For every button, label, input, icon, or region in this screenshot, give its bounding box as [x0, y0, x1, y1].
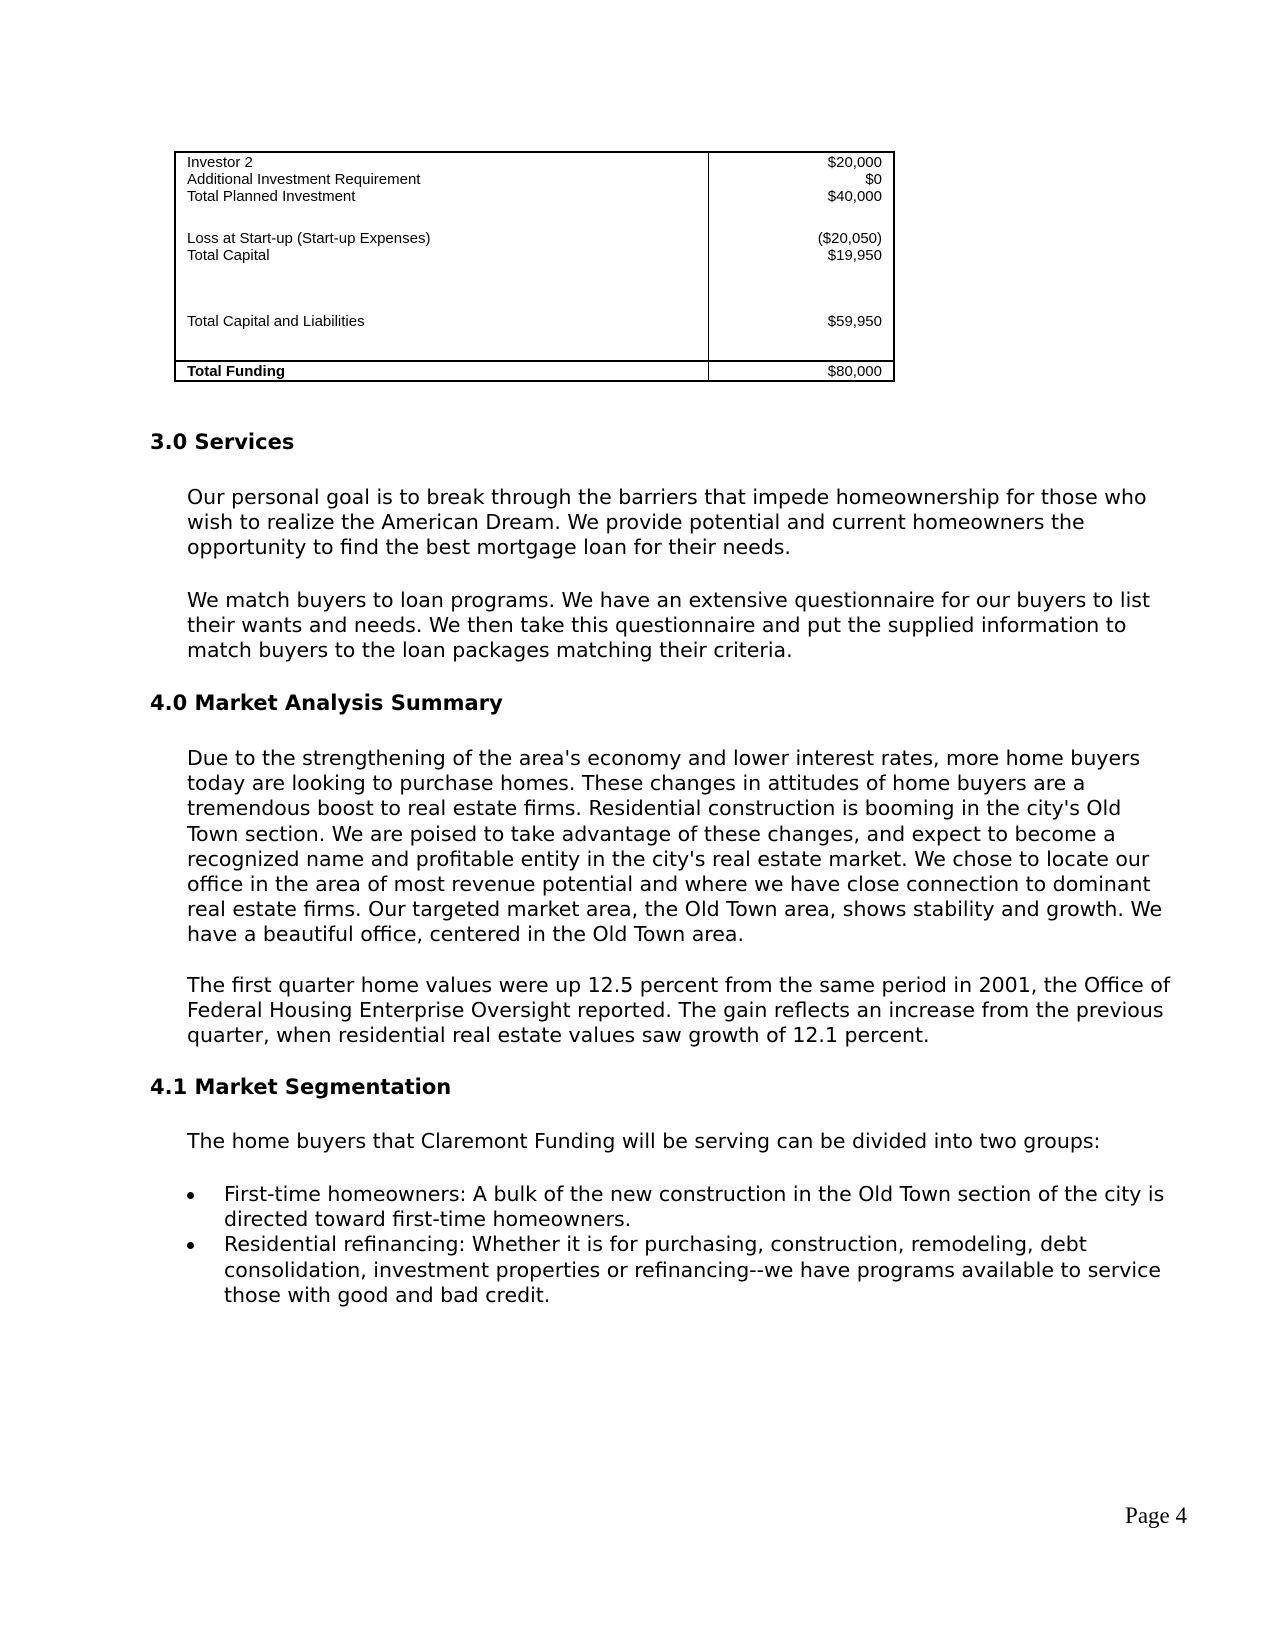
total-value: $80,000: [827, 363, 882, 380]
list-item: [187, 1232, 1164, 1308]
row-value: $40,000: [827, 188, 882, 205]
text-line: Our personal goal is to break through the barriers that impede homeownership for those who: [187, 485, 1147, 509]
table-total-row: [176, 363, 893, 380]
table-row: [176, 247, 893, 264]
table-row: [176, 313, 893, 330]
section-heading-market-analysis: 4.0 Market Analysis Summary: [150, 691, 503, 715]
row-label: Total Planned Investment: [187, 188, 356, 205]
list-item: [187, 1182, 1164, 1232]
table-total-divider: [176, 360, 893, 362]
table-row: [176, 188, 893, 205]
table-row: [176, 154, 893, 171]
market-analysis-paragraph-2: [187, 973, 1170, 1049]
text-line: real estate firms. Our targeted market area, the Old Town area, shows stability and growth. We: [187, 897, 1163, 922]
text-line: wish to realize the American Dream. We provide potential and current homeowners the: [187, 510, 1085, 535]
text-line: The first quarter home values were up 12.5 percent from the same period in 2001, the Office of: [187, 973, 1171, 997]
text-line: Federal Housing Enterprise Oversight reported. The gain reflects an increase from the previous: [187, 998, 1164, 1023]
row-value: $20,000: [827, 154, 882, 171]
total-label: Total Funding: [187, 363, 286, 380]
funding-table: [174, 151, 895, 382]
text-line: today are looking to purchase homes. These changes in attitudes of home buyers are a: [187, 771, 1086, 796]
row-value: ($20,050): [817, 230, 882, 247]
text-line: those with good and bad credit.: [224, 1282, 551, 1307]
text-line: First-time homeowners: A bulk of the new construction in the Old Town section of the city is: [224, 1182, 1165, 1206]
text-line: their wants and needs. We then take this questionnaire and put the supplied information to: [187, 613, 1127, 638]
row-label: Loss at Start-up (Start-up Expenses): [187, 230, 431, 247]
services-paragraph-2: [187, 588, 1150, 664]
row-value: $0: [865, 171, 882, 188]
text-line: quarter, when residential real estate values saw growth of 12.1 percent.: [187, 1023, 930, 1048]
row-label: Total Capital and Liabilities: [187, 313, 365, 330]
segmentation-intro: The home buyers that Claremont Funding will be serving can be divided into two groups:: [187, 1129, 1101, 1153]
text-line: opportunity to find the best mortgage loan for their needs.: [187, 535, 791, 560]
bullet-icon: [187, 1242, 194, 1249]
text-line: match buyers to the loan packages matching their criteria.: [187, 638, 793, 663]
text-line: We match buyers to loan programs. We have an extensive questionnaire for our buyers to list: [187, 588, 1150, 612]
bullet-icon: [187, 1192, 194, 1199]
text-line: Town section. We are poised to take advantage of these changes, and expect to become a: [187, 821, 1116, 846]
table-row: [176, 230, 893, 247]
text-line: consolidation, investment properties or refinancing--we have programs available to service: [224, 1257, 1161, 1282]
market-analysis-paragraph-1: [187, 746, 1162, 948]
section-heading-segmentation: 4.1 Market Segmentation: [150, 1075, 452, 1099]
services-paragraph-1: [187, 485, 1147, 561]
segmentation-list: [187, 1182, 1164, 1308]
text-line: Residential refinancing: Whether it is for purchasing, construction, remodeling, debt: [224, 1232, 1087, 1257]
text-line: recognized name and profitable entity in the city's real estate market. We chose to locate our: [187, 846, 1150, 871]
row-label: Investor 2: [187, 154, 253, 171]
section-heading-services: 3.0 Services: [150, 430, 295, 454]
row-value: $19,950: [827, 247, 882, 264]
text-line: office in the area of most revenue potential and where we have close connection to dominant: [187, 872, 1151, 897]
text-line: tremendous boost to real estate firms. Residential construction is booming in the city's Old: [187, 796, 1122, 821]
text-line: have a beautiful office, centered in the Old Town area.: [187, 922, 744, 947]
row-label: Additional Investment Requirement: [187, 171, 421, 188]
page-number: Page 4: [1125, 1503, 1187, 1528]
table-row: [176, 171, 893, 188]
row-value: $59,950: [827, 313, 882, 330]
text-line: Due to the strengthening of the area's economy and lower interest rates, more home buyers: [187, 746, 1141, 770]
text-line: directed toward first-time homeowners.: [224, 1207, 632, 1232]
row-label: Total Capital: [187, 247, 270, 264]
